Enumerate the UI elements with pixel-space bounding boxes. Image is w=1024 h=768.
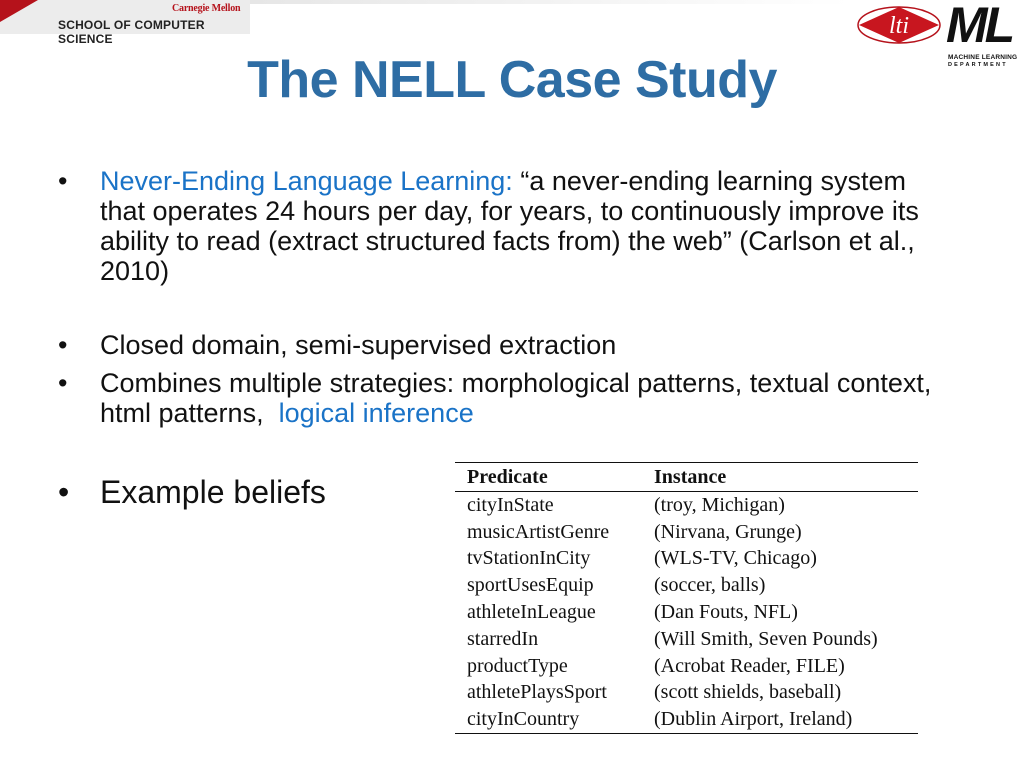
ml-logo-line2: DEPARTMENT [948,62,1008,68]
lti-logo [857,4,941,46]
predicate-cell: musicArtistGenre [467,520,610,543]
example-beliefs-text: Example beliefs [100,474,326,510]
table-row [455,680,918,707]
predicate-cell: cityInState [467,493,554,516]
cmu-header-bar [0,0,250,46]
instance-cell: (WLS-TV, Chicago) [654,547,817,570]
instance-cell: (Dan Fouts, NFL) [654,601,798,624]
instance-cell: (scott shields, baseball) [654,681,842,704]
bullet-dot: • [58,330,68,360]
predicate-cell: sportUsesEquip [467,574,594,597]
table-row [455,653,918,680]
school-name: SCHOOL OF COMPUTER SCIENCE [58,18,205,46]
table-row [455,599,918,626]
bullet-dot: • [58,166,68,196]
logical-inference-highlight: logical inference [278,398,474,428]
instance-cell: (troy, Michigan) [654,493,785,516]
beliefs-table [455,462,918,734]
slide-title: The NELL Case Study [247,51,777,109]
table-row [455,546,918,573]
bullet-dot: • [58,474,70,510]
closed-domain-text: Closed domain, semi-supervised extraction [100,330,617,360]
table-row [455,626,918,653]
instance-cell: (Nirvana, Grunge) [654,520,802,543]
header-instance: Instance [654,465,727,488]
university-name: Carnegie Mellon [172,3,241,14]
predicate-cell: cityInCountry [467,708,580,731]
table-row [455,519,918,546]
lti-logo-text: lti [888,13,910,39]
nell-name-highlight: Never-Ending Language Learning: [100,166,513,196]
table-row [455,572,918,599]
instance-cell: (Will Smith, Seven Pounds) [654,627,878,650]
instance-cell: (Acrobat Reader, FILE) [654,654,845,677]
strategies-text: Combines multiple strategies: morphological patterns, textual context, html patterns, [100,368,932,428]
table-row [455,492,918,519]
predicate-cell: athleteInLeague [467,601,596,624]
header-rule [250,0,850,4]
instance-cell: (soccer, balls) [654,574,766,597]
ml-logo-letters: ML [946,0,1013,53]
header-predicate: Predicate [467,465,548,488]
cmu-red-accent [0,0,38,22]
predicate-cell: tvStationInCity [467,547,591,570]
bullet-dot: • [58,368,68,398]
ml-logo-line1: MACHINE LEARNING [948,54,1018,61]
predicate-cell: starredIn [467,627,539,650]
nell-quote: “a never-ending learning system that operates 24 hours per day, for years, to continuously improve its ability to read (extract structured facts from) the web” (Carlson et al., 2010) [100,166,919,286]
table-row [455,706,918,733]
instance-cell: (Dublin Airport, Ireland) [654,708,853,731]
table-header-row [455,463,918,492]
predicate-cell: athletePlaysSport [467,681,607,704]
predicate-cell: productType [467,654,568,677]
